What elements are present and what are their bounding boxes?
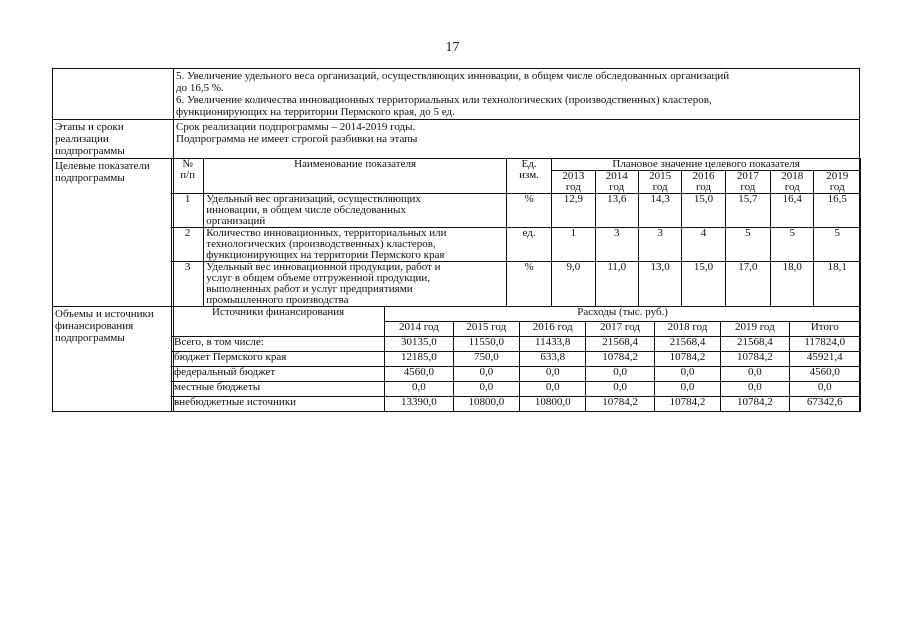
finance-value: 10784,2 — [586, 352, 654, 367]
year-header-line: 2019 — [826, 170, 849, 182]
targets-year-header — [725, 171, 770, 194]
indicator-number: 2 — [172, 228, 204, 262]
finance-value: 0,0 — [586, 382, 654, 397]
finance-value: 67342,6 — [789, 397, 860, 412]
indicator-value: 9,0 — [552, 262, 595, 307]
year-header-line: 2016 — [692, 170, 715, 182]
finance-source-row — [172, 382, 861, 397]
indicator-unit: % — [506, 262, 551, 307]
indicator-value: 5 — [814, 228, 861, 262]
indicator-name-line: выполненных работ и услуг предприятиями — [206, 283, 413, 295]
year-header-line: 2018 — [781, 170, 804, 182]
finance-value: 10784,2 — [721, 397, 789, 412]
finance-value: 21568,4 — [654, 337, 720, 352]
indicator-number: 3 — [172, 262, 204, 307]
finance-source-name: внебюджетные источники — [172, 397, 385, 412]
finance-value: 0,0 — [721, 367, 789, 382]
targets-label: Целевые показатели — [55, 160, 150, 172]
targets-year-header — [638, 171, 681, 194]
goals-line: 5. Увеличение удельного веса организаций, осуществляющих инновации, в общем числе обследованных организаций — [176, 70, 730, 82]
subprogram-passport-table — [52, 68, 860, 412]
year-header-line: год — [784, 181, 800, 193]
indicator-unit: ед. — [506, 228, 551, 262]
finance-label: Объемы и источники — [55, 308, 154, 320]
year-header-line: 2014 — [605, 170, 628, 182]
indicator-name-line: Удельный вес организаций, осуществляющих — [206, 193, 421, 205]
indicator-value: 1 — [552, 228, 595, 262]
finance-value: 0,0 — [520, 382, 586, 397]
target-indicator-row — [172, 194, 861, 228]
indicator-number: 1 — [172, 194, 204, 228]
targets-header-row — [172, 159, 861, 171]
finance-source-name: Всего, в том числе: — [172, 337, 385, 352]
finance-value: 0,0 — [586, 367, 654, 382]
finance-source-row — [172, 367, 861, 382]
finance-value: 21568,4 — [586, 337, 654, 352]
finance-value: 10784,2 — [586, 397, 654, 412]
finance-value: 10784,2 — [721, 352, 789, 367]
finance-year-header: 2014 год — [385, 322, 453, 337]
finance-year-header: 2017 год — [586, 322, 654, 337]
targets-label: подпрограммы — [55, 172, 125, 184]
indicator-name-line: организаций — [206, 215, 266, 227]
targets-year-header — [595, 171, 638, 194]
finance-source-row — [172, 397, 861, 412]
stages-line: Подпрограмма не имеет строгой разбивки на этапы — [176, 133, 418, 145]
stages-line: Срок реализации подпрограммы – 2014-2019 годы. — [176, 121, 416, 133]
targets-num-header: № п/п — [172, 159, 204, 194]
targets-row — [53, 159, 860, 307]
goals-text-cell — [174, 69, 860, 120]
targets-plan-header: Плановое значение целевого показателя — [552, 159, 861, 171]
finance-source-header: Источники финансирования — [172, 307, 385, 337]
finance-value: 750,0 — [453, 352, 519, 367]
goals-line: функционирующих на территории Пермского края, до 5 ед. — [176, 106, 455, 118]
indicator-value: 3 — [595, 228, 638, 262]
finance-value: 12185,0 — [385, 352, 453, 367]
finance-label-cell — [53, 307, 174, 412]
stages-label: Этапы и сроки — [55, 121, 124, 133]
indicator-name-line: технологических (производственных) кластеров, — [206, 238, 436, 250]
finance-value: 0,0 — [654, 382, 720, 397]
indicator-name — [204, 228, 507, 262]
finance-table — [171, 306, 861, 412]
indicator-value: 14,3 — [638, 194, 681, 228]
finance-value: 0,0 — [520, 367, 586, 382]
finance-source-name: федеральный бюджет — [172, 367, 385, 382]
indicator-value: 16,4 — [771, 194, 814, 228]
year-header-line: 2015 — [649, 170, 672, 182]
stages-row — [53, 120, 860, 159]
finance-source-row — [172, 337, 861, 352]
indicator-value: 4 — [682, 228, 725, 262]
indicator-value: 18,0 — [771, 262, 814, 307]
finance-label: подпрограммы — [55, 332, 125, 344]
indicator-name-line: Количество инновационных, территориальных или — [206, 227, 447, 239]
finance-year-header: 2019 год — [721, 322, 789, 337]
indicator-value: 13,0 — [638, 262, 681, 307]
goals-row — [53, 69, 860, 120]
indicator-name — [204, 194, 507, 228]
indicator-value: 16,5 — [814, 194, 861, 228]
year-header-line: год — [740, 181, 756, 193]
finance-value: 0,0 — [789, 382, 860, 397]
finance-year-header: 2016 год — [520, 322, 586, 337]
goals-line: до 16,5 %. — [176, 82, 224, 94]
finance-value: 30135,0 — [385, 337, 453, 352]
targets-year-header — [814, 171, 861, 194]
indicator-value: 15,7 — [725, 194, 770, 228]
targets-unit-header: Ед. изм. — [506, 159, 551, 194]
finance-value: 11433,8 — [520, 337, 586, 352]
indicator-name-line: услуг в общем объеме отгруженной продукции, — [206, 272, 431, 284]
finance-value: 13390,0 — [385, 397, 453, 412]
year-header-line: год — [829, 181, 845, 193]
indicator-value: 17,0 — [725, 262, 770, 307]
indicator-name-line: Удельный вес инновационной продукции, работ и — [206, 261, 441, 273]
goals-line: 6. Увеличение количества инновационных территориальных или технологических (производственных) кластеров, — [176, 94, 712, 106]
stages-text-cell — [174, 120, 860, 159]
indicator-value: 3 — [638, 228, 681, 262]
indicator-value: 18,1 — [814, 262, 861, 307]
finance-value: 633,8 — [520, 352, 586, 367]
finance-year-header: 2015 год — [453, 322, 519, 337]
targets-year-header — [771, 171, 814, 194]
finance-value: 45921,4 — [789, 352, 860, 367]
finance-value: 11550,0 — [453, 337, 519, 352]
indicator-value: 15,0 — [682, 194, 725, 228]
target-indicator-row — [172, 262, 861, 307]
finance-value: 10784,2 — [654, 397, 720, 412]
indicator-value: 5 — [771, 228, 814, 262]
finance-value: 10784,2 — [654, 352, 720, 367]
finance-source-name: бюджет Пермского края — [172, 352, 385, 367]
finance-value: 0,0 — [385, 382, 453, 397]
finance-value: 117824,0 — [789, 337, 860, 352]
indicator-name-line: промышленного производства — [206, 294, 349, 306]
finance-header-row — [172, 307, 861, 322]
year-header-line: 2013 — [562, 170, 585, 182]
indicator-value: 15,0 — [682, 262, 725, 307]
year-header-line: год — [609, 181, 625, 193]
finance-source-row — [172, 352, 861, 367]
finance-value: 10800,0 — [453, 397, 519, 412]
year-header-line: год — [695, 181, 711, 193]
finance-table-cell — [174, 307, 860, 412]
indicator-value: 13,6 — [595, 194, 638, 228]
finance-source-name: местные бюджеты — [172, 382, 385, 397]
indicator-name-line: инновации, в общем числе обследованных — [206, 204, 406, 216]
targets-year-header — [682, 171, 725, 194]
finance-value: 10800,0 — [520, 397, 586, 412]
finance-value: 0,0 — [721, 382, 789, 397]
indicator-value: 12,9 — [552, 194, 595, 228]
finance-value: 4560,0 — [789, 367, 860, 382]
indicator-unit: % — [506, 194, 551, 228]
target-indicator-row — [172, 228, 861, 262]
indicator-value: 5 — [725, 228, 770, 262]
targets-name-header: Наименование показателя — [204, 159, 507, 194]
indicator-name — [204, 262, 507, 307]
stages-label: подпрограммы — [55, 145, 125, 157]
finance-year-header: Итого — [789, 322, 860, 337]
targets-year-header — [552, 171, 595, 194]
goals-label-cell — [53, 69, 174, 120]
stages-label: реализации — [55, 133, 109, 145]
year-header-line: 2017 — [736, 170, 759, 182]
targets-table-cell — [174, 159, 860, 307]
indicator-value: 11,0 — [595, 262, 638, 307]
finance-value: 4560,0 — [385, 367, 453, 382]
targets-label-cell — [53, 159, 174, 307]
year-header-line: год — [565, 181, 581, 193]
finance-value: 0,0 — [654, 367, 720, 382]
targets-table — [171, 158, 861, 307]
page-number: 17 — [445, 40, 460, 55]
finance-label: финансирования — [55, 320, 134, 332]
finance-value: 0,0 — [453, 382, 519, 397]
finance-row — [53, 307, 860, 412]
finance-value: 0,0 — [453, 367, 519, 382]
stages-label-cell — [53, 120, 174, 159]
year-header-line: год — [652, 181, 668, 193]
finance-value: 21568,4 — [721, 337, 789, 352]
indicator-name-line: функционирующих на территории Пермского края — [206, 249, 445, 261]
finance-expenses-header: Расходы (тыс. руб.) — [385, 307, 861, 322]
finance-year-header: 2018 год — [654, 322, 720, 337]
